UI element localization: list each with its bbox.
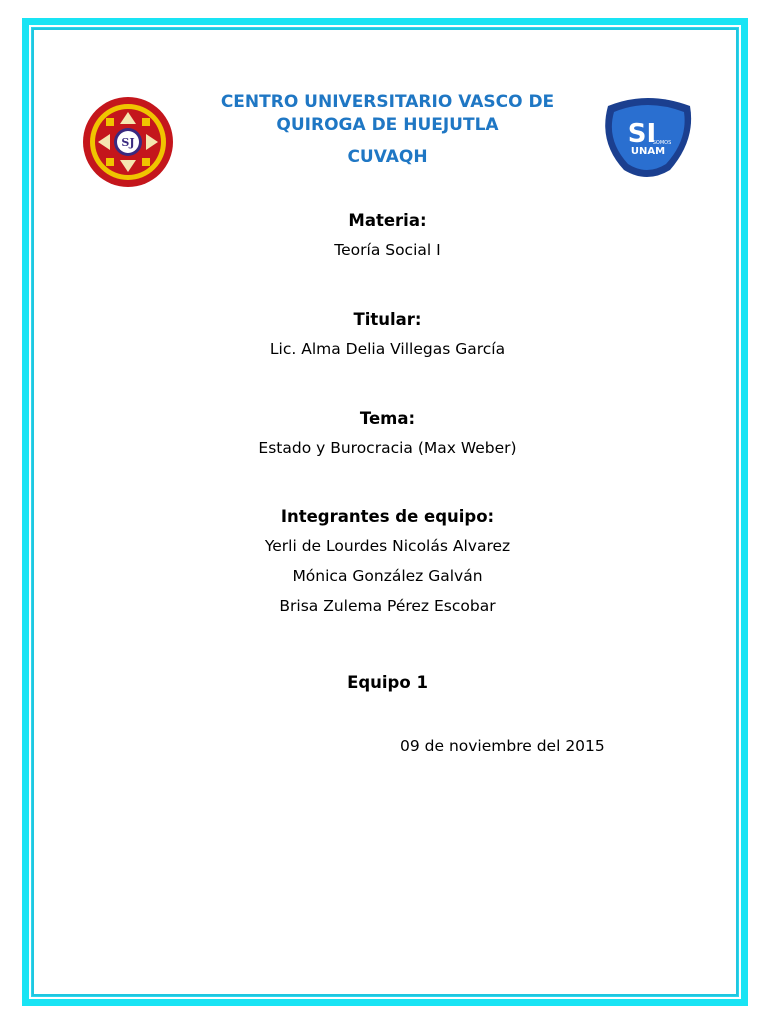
tema-value: Estado y Burocracia (Max Weber) bbox=[258, 439, 517, 457]
svg-text:UNAM: UNAM bbox=[630, 146, 666, 157]
integrantes-section bbox=[180, 507, 595, 615]
materia-section bbox=[180, 211, 595, 259]
unam-badge-icon bbox=[598, 92, 696, 182]
materia-label: Materia: bbox=[348, 211, 427, 230]
titular-label: Titular: bbox=[353, 310, 422, 329]
institution-line-1: CENTRO UNIVERSITARIO VASCO DE bbox=[220, 92, 555, 112]
svg-text:SOMOS: SOMOS bbox=[652, 140, 672, 146]
member-item: Yerli de Lourdes Nicolás Alvarez bbox=[264, 537, 511, 555]
member-item: Mónica González Galván bbox=[292, 567, 483, 585]
institution-name bbox=[180, 91, 595, 137]
tema-section bbox=[180, 409, 595, 457]
svg-text:SI: SI bbox=[627, 119, 657, 149]
tema-label: Tema: bbox=[359, 409, 416, 428]
materia-value: Teoría Social I bbox=[334, 241, 441, 259]
institution-acronym: CUVAQH bbox=[347, 147, 428, 167]
equipo-label: Equipo 1 bbox=[347, 673, 428, 692]
titular-value: Lic. Alma Delia Villegas García bbox=[269, 340, 506, 358]
institution-line-2: QUIROGA DE HUEJUTLA bbox=[276, 115, 499, 135]
svg-text:SJ: SJ bbox=[121, 136, 135, 149]
document-date: 09 de noviembre del 2015 bbox=[400, 737, 605, 755]
member-item: Brisa Zulema Pérez Escobar bbox=[279, 597, 496, 615]
titular-section bbox=[180, 310, 595, 358]
institution-seal-icon bbox=[80, 96, 176, 188]
integrantes-label: Integrantes de equipo: bbox=[280, 507, 495, 526]
